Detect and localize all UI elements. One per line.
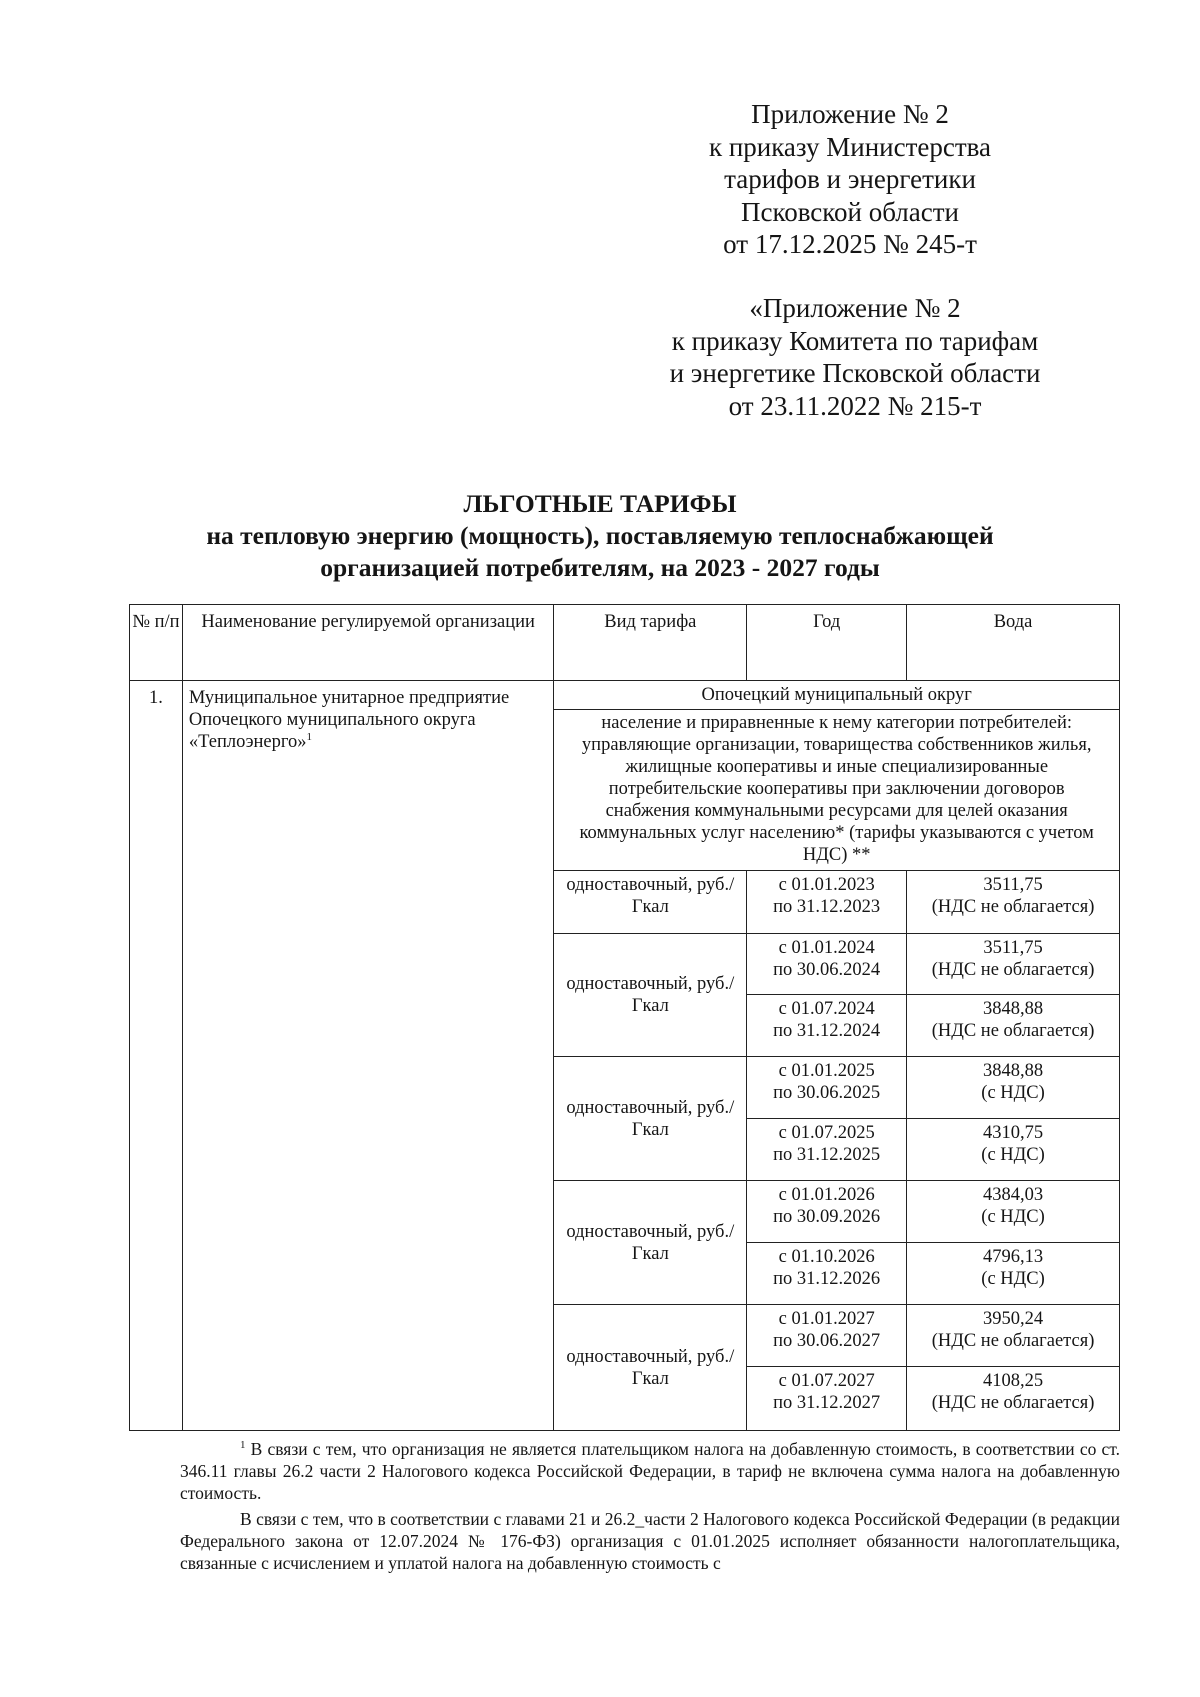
vat-note: (с НДС) xyxy=(981,1145,1045,1165)
period-from: с 01.01.2024 xyxy=(778,938,875,958)
header-line: к приказу Министерства xyxy=(708,131,992,162)
value-cell xyxy=(907,1367,1120,1431)
title-line: организацией потребителям, на 2023 - 2027 годы xyxy=(320,553,880,582)
period-cell xyxy=(747,1305,907,1367)
period-from: с 01.01.2026 xyxy=(778,1185,875,1205)
vat-note: (НДС не облагается) xyxy=(931,1021,1095,1041)
table-header-row xyxy=(130,605,1120,681)
footnote-mark: 1 xyxy=(240,1439,246,1452)
region-cell: Опочецкий муниципальный округ xyxy=(554,681,1120,710)
period-to: по 31.12.2025 xyxy=(773,1145,881,1165)
header-line: от 23.11.2022 № 215-т xyxy=(728,390,982,421)
tariff-type-cell: одноставочный, руб./Гкал xyxy=(554,871,747,934)
value-cell xyxy=(907,995,1120,1057)
header-line: Псковской области xyxy=(740,196,959,227)
tariff-value: 3848,88 xyxy=(982,1061,1044,1081)
footnotes xyxy=(180,1438,1120,1578)
vat-note: (НДС не облагается) xyxy=(931,897,1095,917)
tariff-type-cell: одноставочный, руб./Гкал xyxy=(554,1057,747,1181)
footnote-text: В связи с тем, что организация не является плательщиком налога на добавленную стоимость, в соответствии со ст. 346.11 главы 26.2 части 2 Налогового кодекса Российской Федерации, в тариф не включена сумма налога на добавленную стоимость. xyxy=(180,1439,1120,1503)
period-to: по 31.12.2026 xyxy=(773,1269,881,1289)
period-cell xyxy=(747,934,907,995)
tariff-value: 4384,03 xyxy=(982,1185,1044,1205)
tariff-value: 3950,24 xyxy=(982,1309,1044,1329)
header-line: от 17.12.2025 № 245-т xyxy=(723,229,977,259)
period-cell xyxy=(747,1057,907,1119)
period-to: по 31.12.2023 xyxy=(773,897,881,917)
tariff-value: 3848,88 xyxy=(982,999,1044,1019)
period-cell xyxy=(747,871,907,934)
vat-note: (с НДС) xyxy=(981,1207,1045,1227)
header-line: тарифов и энергетики xyxy=(724,164,976,194)
footnote-paragraph: В связи с тем, что в соответствии с главами 21 и 26.2_части 2 Налогового кодекса Российской Федерации (в редакции Федерального закона от 12.07.2024 № 176-ФЗ) организация с 01.01.2025 исполняет обязанности налогоплательщика, связанные с исчислением и уплатой налога на добавленную стоимость с xyxy=(180,1509,1120,1573)
period-cell xyxy=(747,995,907,1057)
organization-name: Муниципальное унитарное предприятие Опочецкого муниципального округа «Теплоэнерго» xyxy=(188,688,510,752)
header-num: № п/п xyxy=(130,605,183,681)
period-from: с 01.01.2023 xyxy=(778,875,875,895)
tariff-table xyxy=(129,604,1120,1431)
period-from: с 01.07.2024 xyxy=(778,999,875,1019)
tariff-value: 3511,75 xyxy=(983,938,1043,958)
vat-note: (с НДС) xyxy=(981,1083,1045,1103)
consumer-category-cell: население и приравненные к нему категории потребителей: управляющие организации, товарищества собственников жилья, жилищные кооперативы и иные специализированные потребительские кооперативы при заключении договоров снабжения коммунальными ресурсами для целей оказания коммунальных услуг населению* (тарифы указываются с учетом НДС) ** xyxy=(554,710,1120,871)
period-cell xyxy=(747,1243,907,1305)
value-cell xyxy=(907,1119,1120,1181)
period-cell xyxy=(747,1181,907,1243)
tariff-type-cell: одноставочный, руб./Гкал xyxy=(554,1305,747,1431)
title-line: на тепловую энергию (мощность), поставляемую теплоснабжающей xyxy=(206,521,994,550)
period-to: по 30.06.2027 xyxy=(773,1331,881,1351)
period-from: с 01.07.2027 xyxy=(778,1371,875,1391)
table-row xyxy=(130,681,1120,710)
header-current-order xyxy=(660,98,1040,261)
period-to: по 31.12.2024 xyxy=(773,1021,881,1041)
value-cell xyxy=(907,934,1120,995)
row-number: 1. xyxy=(130,681,183,1431)
header-line: и энергетике Псковской области xyxy=(669,358,1041,388)
organization-cell xyxy=(182,681,553,1431)
period-to: по 30.06.2024 xyxy=(773,960,881,980)
tariff-value: 3511,75 xyxy=(983,875,1043,895)
title-line: ЛЬГОТНЫЕ ТАРИФЫ xyxy=(463,489,737,518)
period-from: с 01.01.2025 xyxy=(778,1061,875,1081)
tariff-type-cell: одноставочный, руб./Гкал xyxy=(554,934,747,1057)
vat-note: (НДС не облагается) xyxy=(931,960,1095,980)
header-tariff-type: Вид тарифа xyxy=(554,605,747,681)
value-cell xyxy=(907,1243,1120,1305)
header-organization: Наименование регулируемой организации xyxy=(182,605,553,681)
header-line: к приказу Комитета по тарифам xyxy=(671,325,1039,356)
period-from: с 01.01.2027 xyxy=(778,1309,875,1329)
period-to: по 30.09.2026 xyxy=(773,1207,881,1227)
footnote-paragraph xyxy=(180,1438,1120,1504)
header-line: Приложение № 2 xyxy=(751,99,949,129)
document-title xyxy=(150,488,1050,584)
value-cell xyxy=(907,1305,1120,1367)
period-cell xyxy=(747,1367,907,1431)
period-from: с 01.10.2026 xyxy=(778,1247,875,1267)
header-water: Вода xyxy=(907,605,1120,681)
header-year: Год xyxy=(747,605,907,681)
header-original-order xyxy=(650,292,1060,422)
period-cell xyxy=(747,1119,907,1181)
value-cell xyxy=(907,1181,1120,1243)
value-cell xyxy=(907,871,1120,934)
vat-note: (НДС не облагается) xyxy=(931,1331,1095,1351)
vat-note: (с НДС) xyxy=(981,1269,1045,1289)
tariff-value: 4796,13 xyxy=(982,1247,1044,1267)
value-cell xyxy=(907,1057,1120,1119)
footnote-mark: 1 xyxy=(306,730,313,743)
tariff-value: 4310,75 xyxy=(982,1123,1044,1143)
period-to: по 31.12.2027 xyxy=(773,1393,881,1413)
vat-note: (НДС не облагается) xyxy=(931,1393,1095,1413)
header-line: «Приложение № 2 xyxy=(749,293,961,323)
tariff-type-cell: одноставочный, руб./Гкал xyxy=(554,1181,747,1305)
period-from: с 01.07.2025 xyxy=(778,1123,875,1143)
period-to: по 30.06.2025 xyxy=(773,1083,881,1103)
tariff-value: 4108,25 xyxy=(982,1371,1044,1391)
